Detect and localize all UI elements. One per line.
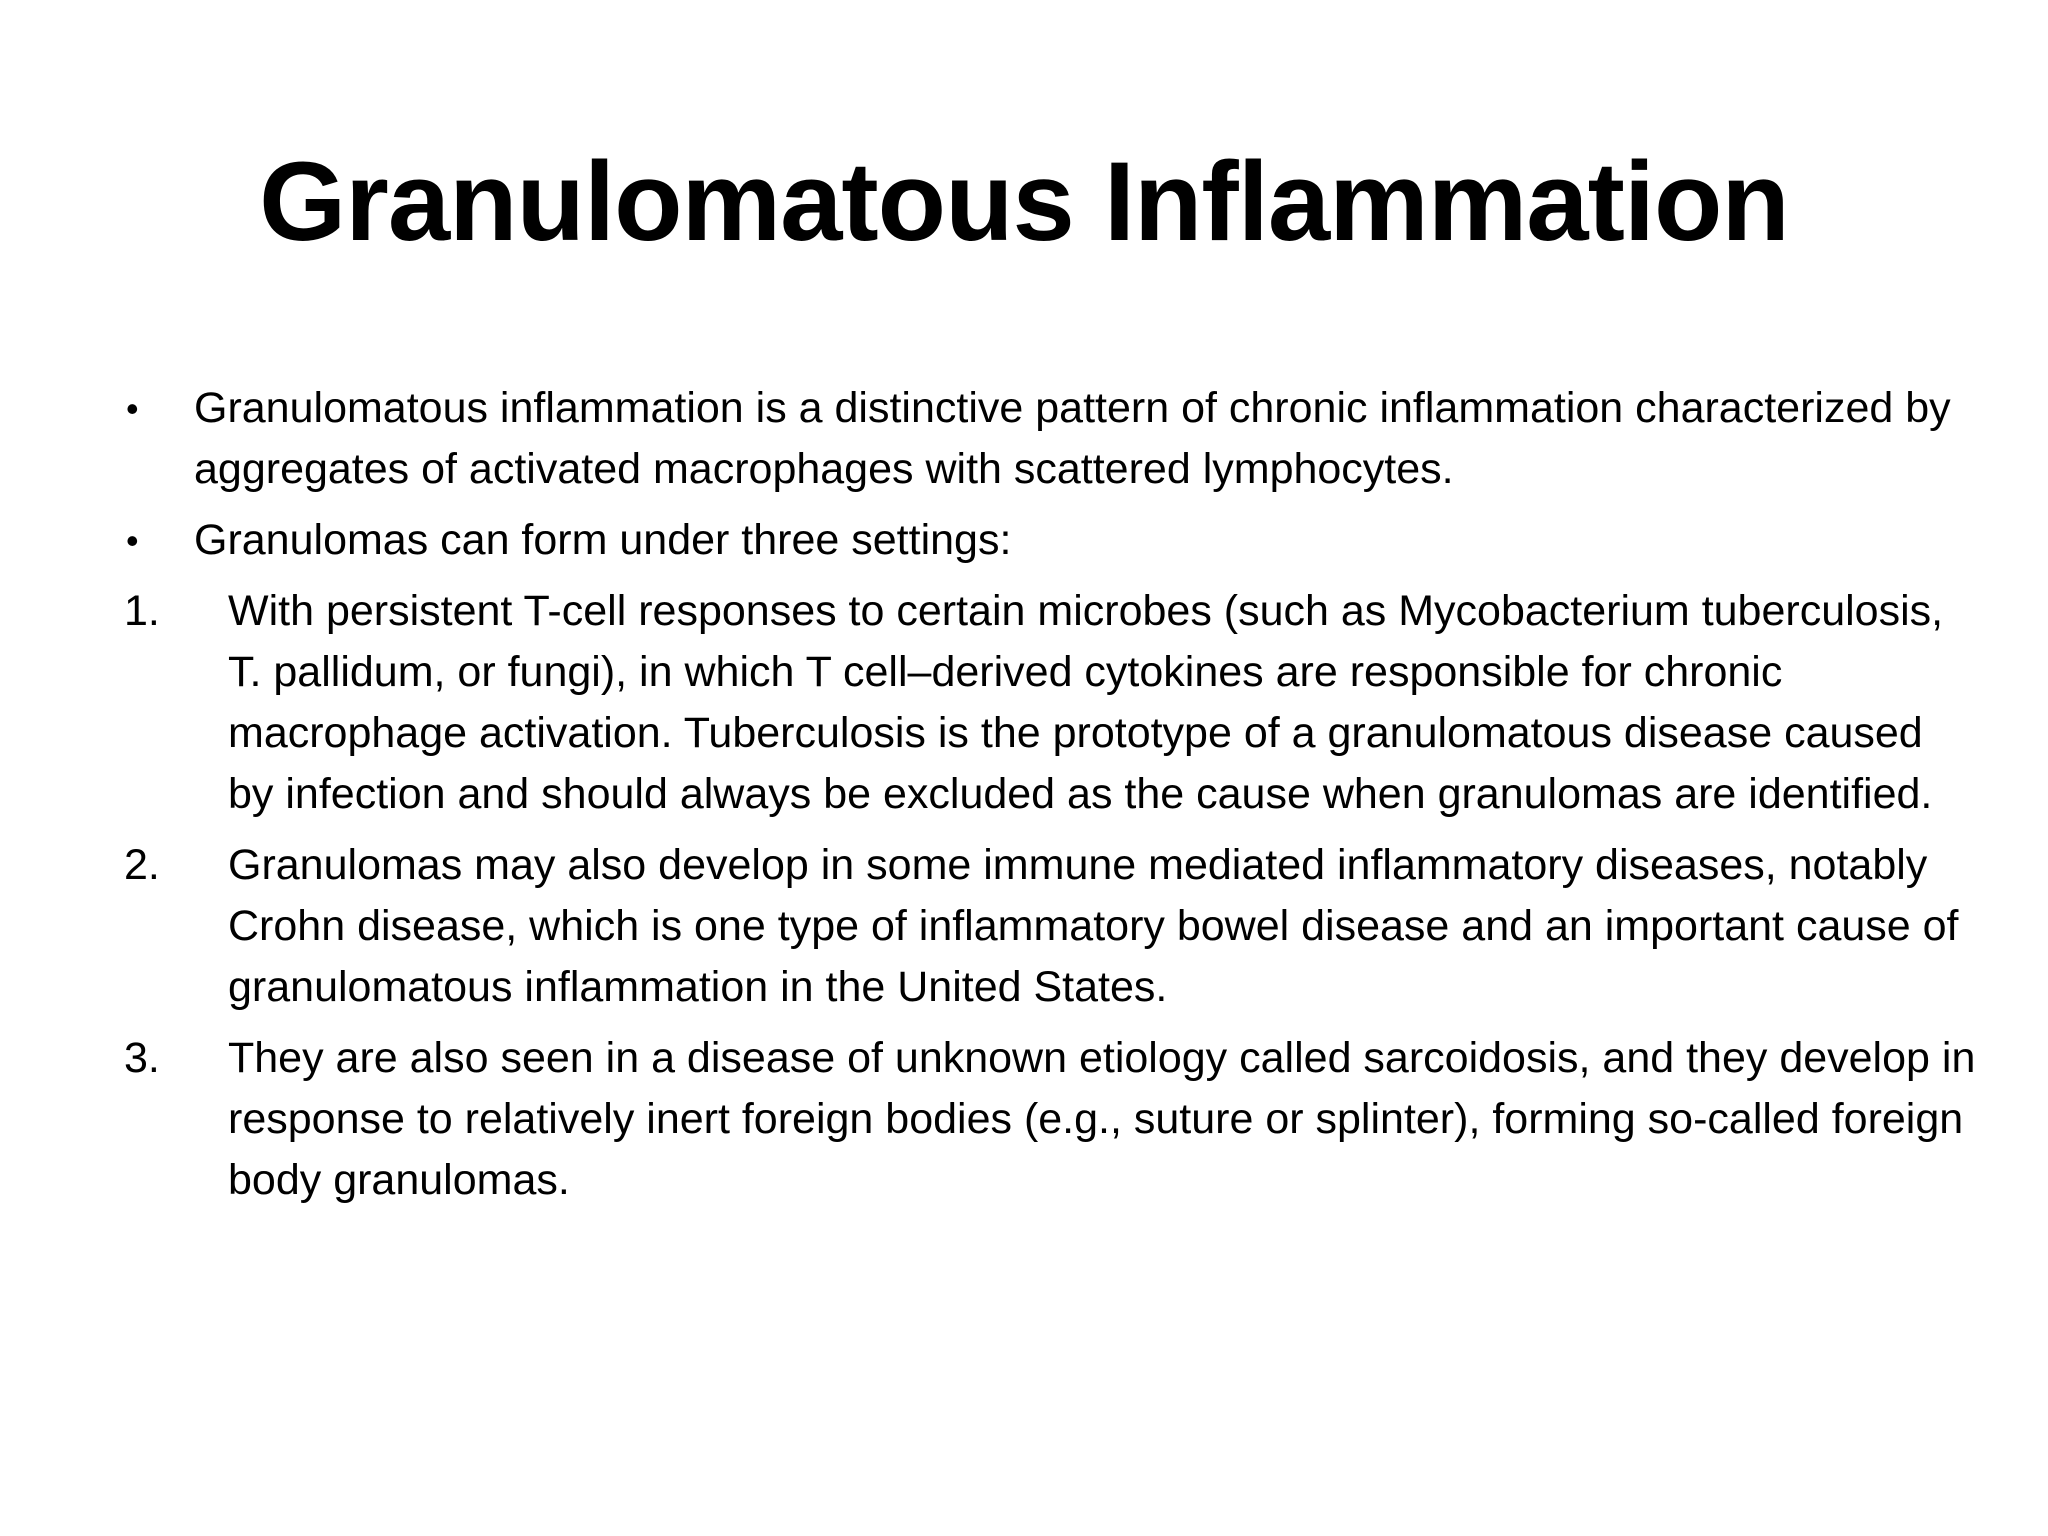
slide-body (120, 378, 1980, 1221)
numbered-item (120, 1028, 1980, 1211)
bullet-text: Granulomas can form under three settings: (194, 516, 1012, 564)
numbered-text: They are also seen in a disease of unknown etiology called sarcoidosis, and they develop in response to relatively inert foreign bodies (e.g., suture or splinter), forming so-called foreign body granulomas. (228, 1034, 1976, 1204)
number-marker: 3. (124, 1034, 160, 1082)
bullet-text: Granulomatous inflammation is a distinctive pattern of chronic inflammation characterized by aggregates of activated macrophages with scattered lymphocytes. (194, 384, 1951, 493)
numbered-text: Granulomas may also develop in some immune mediated inflammatory diseases, notably Crohn disease, which is one type of inflammatory bowel disease and an important cause of granulomatous inflammation in the United States. (228, 841, 1959, 1011)
bullet-marker: • (126, 520, 139, 561)
numbered-item (120, 835, 1980, 1018)
number-marker: 1. (124, 587, 160, 635)
numbered-item (120, 581, 1980, 825)
bullet-marker: • (126, 388, 139, 429)
numbered-text: With persistent T-cell responses to certain microbes (such as Mycobacterium tuberculosis, T. pallidum, or fungi), in which T cell–derived cytokines are responsible for chronic macrophage activation. Tuberculosis is the prototype of a granulomatous disease caused by infection and should always be excluded as the cause when granulomas are identified. (228, 587, 1944, 818)
bullet-item (120, 510, 1980, 571)
slide-title: Granulomatous Inflammation (259, 139, 1789, 264)
bullet-item (120, 378, 1980, 500)
number-marker: 2. (124, 841, 160, 889)
